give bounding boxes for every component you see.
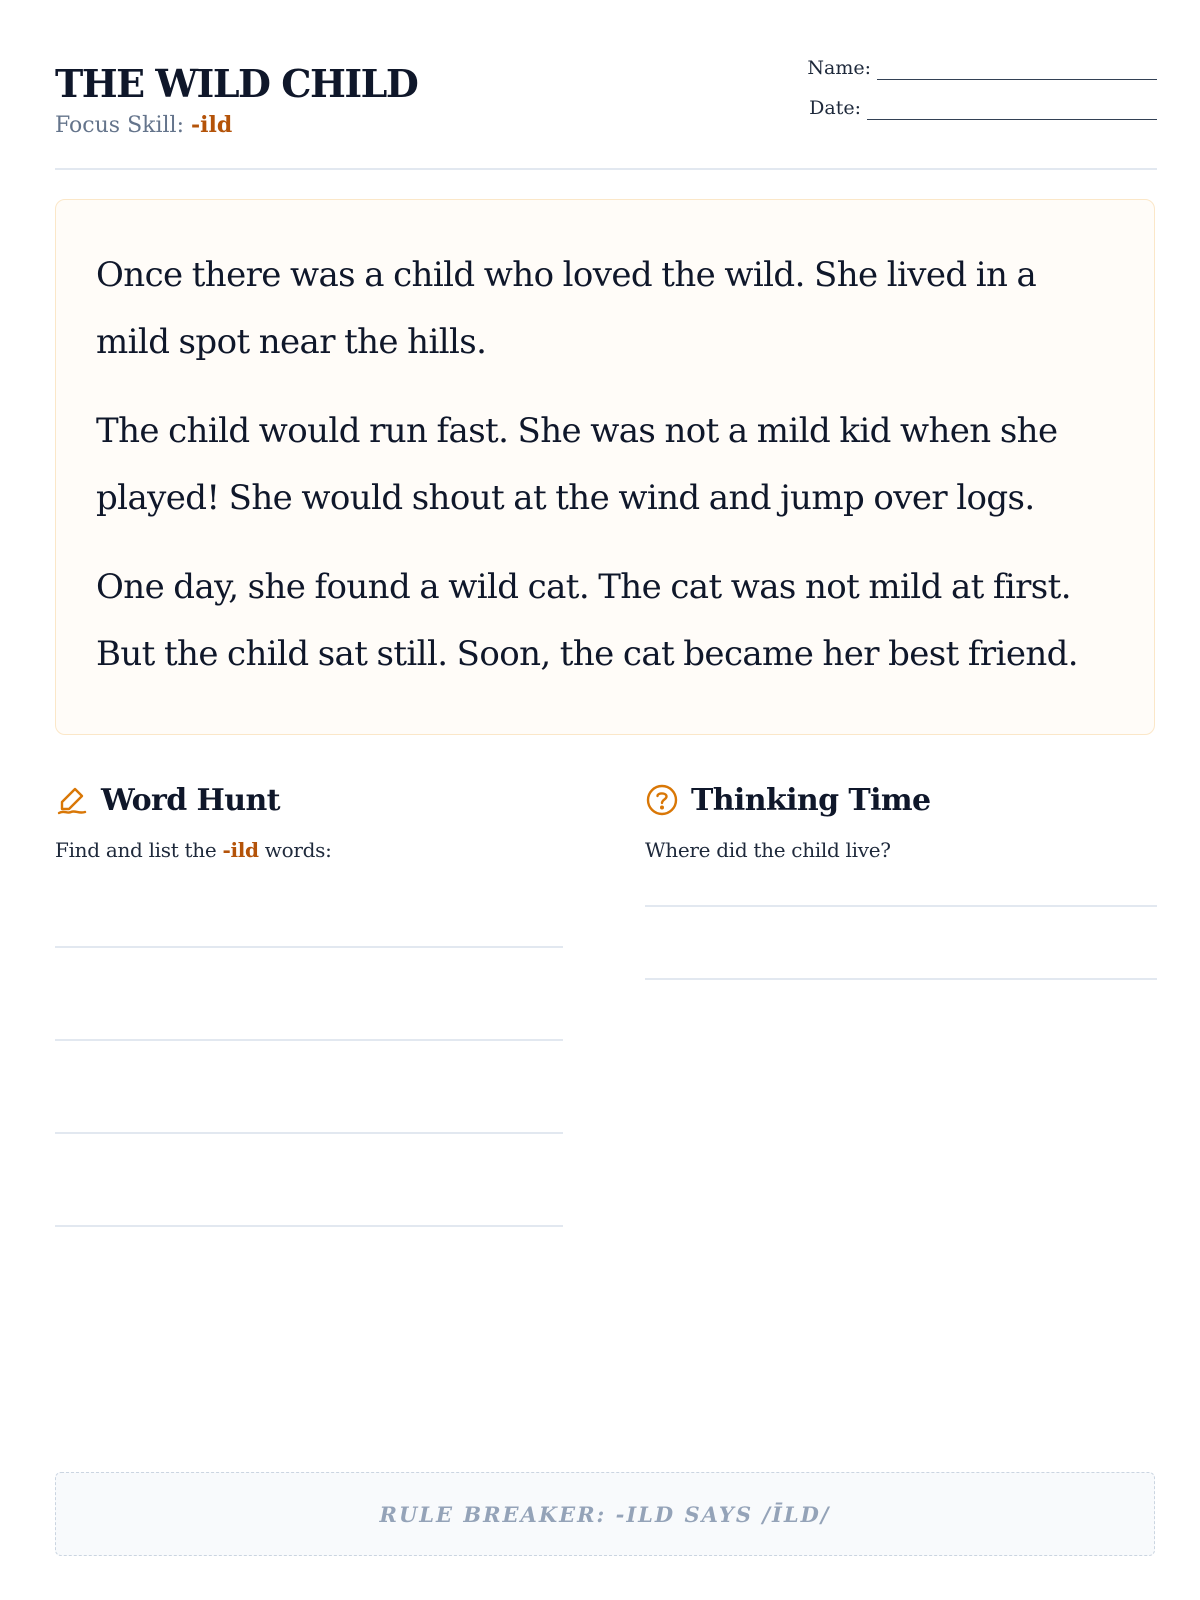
word-hunt-prompt bbox=[55, 838, 563, 862]
pencil-icon bbox=[55, 783, 89, 817]
date-label: Date: bbox=[809, 97, 861, 119]
date-blank-line[interactable] bbox=[867, 99, 1157, 120]
story-paragraph: The child would run fast. She was not a mild kid when she played! She would shout at the wind and jump over logs. bbox=[96, 411, 1058, 518]
header-divider bbox=[55, 168, 1157, 170]
story-paragraph: One day, she found a wild cat. The cat was not mild at first. But the child sat still. Soon, the cat became her best friend. bbox=[96, 567, 1079, 674]
answer-line[interactable] bbox=[55, 1132, 563, 1134]
worksheet-header bbox=[55, 56, 1157, 170]
name-label: Name: bbox=[807, 57, 871, 79]
worksheet-page bbox=[55, 0, 1157, 1600]
focus-skill-value: -ild bbox=[191, 112, 233, 138]
thinking-time-header bbox=[645, 780, 1157, 820]
answer-line[interactable] bbox=[55, 1225, 563, 1227]
rule-breaker-box bbox=[55, 1472, 1155, 1556]
date-field[interactable] bbox=[809, 96, 1157, 120]
answer-line[interactable] bbox=[645, 978, 1157, 980]
answer-line[interactable] bbox=[55, 1039, 563, 1041]
word-hunt-title: Word Hunt bbox=[101, 782, 280, 818]
question-circle-icon bbox=[645, 783, 679, 817]
word-hunt-header bbox=[55, 780, 563, 820]
word-hunt-prompt-accent: -ild bbox=[222, 838, 259, 862]
focus-skill-line bbox=[55, 110, 232, 141]
answer-line[interactable] bbox=[55, 946, 563, 948]
name-field[interactable] bbox=[807, 56, 1157, 80]
story-paragraph: Once there was a child who loved the wild. She lived in a mild spot near the hills. bbox=[96, 255, 1037, 362]
thinking-time-section bbox=[645, 780, 1157, 980]
thinking-time-title: Thinking Time bbox=[691, 782, 931, 818]
story-box bbox=[55, 199, 1155, 735]
name-blank-line[interactable] bbox=[877, 59, 1157, 80]
worksheet-title: THE WILD CHILD bbox=[55, 61, 418, 106]
rule-breaker-text: RULE BREAKER: -ILD SAYS /ĪLD/ bbox=[379, 1501, 831, 1527]
focus-skill-label: Focus Skill: bbox=[55, 113, 191, 138]
word-hunt-prompt-after: words: bbox=[258, 838, 332, 862]
word-hunt-prompt-before: Find and list the bbox=[55, 838, 223, 862]
thinking-time-question: Where did the child live? bbox=[645, 838, 891, 862]
answer-line[interactable] bbox=[645, 905, 1157, 907]
word-hunt-section bbox=[55, 780, 563, 1227]
